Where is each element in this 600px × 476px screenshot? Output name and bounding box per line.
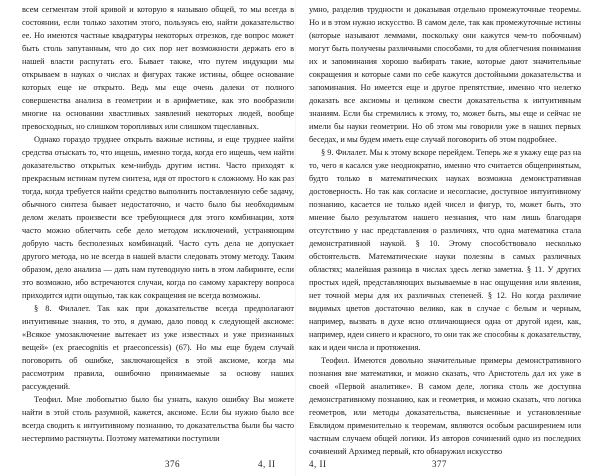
left-paragraph-1: всем сегментам этой кривой и которую я называю общей, то мы всегда в состоянии, если только захотим этого, пользуясь ею, найти доказательство ее. Но имеются частные квадратуры некоторых отрезков, где вопрос может быть столь запутанным, что до сих пор нет возможности держать его в нашей власти распутать его. Бывает также, что путем индукции мы открываем в науках о числах и фигурах также истины, общее основание которых еще не открыто. Ведь мы еще очень далеки от полного совершенства анализа в геометрии и в арифметике, как это вообразили многие на основании хвастливых заявлений некоторых людей, вообще превосходных, но слишком торопливых или слишком тщеславных.: [22, 5, 294, 131]
right-paragraph-2: § 9. Филалет. Мы к этому вскоре перейдем. Теперь же я укажу еще раз на то, чего я касался уже неоднократно, именно что считается общепринятым, будто только в математических науках возможна демонстративная достоверность. Но так как согласие и несогласие, доступное интуитивному познанию, касается не только идей чисел и фигур, то, может быть, это мнение было результатом нашего незнания, что нам лишь благодаря отсутствию у нас представления о различиях, что одна математика стала демонстративной наукой. § 10. Этому способствовало несколько обстоятельств. Математические науки полезны в самых различных областях; малейшая разница в числах здесь легко заметна. § 11. У других простых идей, представляющих вызываемые в нас ощущения или явления, нет точной меры для их различных степеней. § 12. Но когда различие видимых цветов достаточно велико, как в случае с белым и черным, например, вызвать в духе ясно отличающиеся одна от другой идеи, как, например, идеи синего и красного, то они так же способны к доказательству, как и идеи числа и протяжения.: [309, 148, 581, 352]
book-gutter: [295, 0, 296, 476]
left-paragraph-3: § 8. Филалет. Так как при доказательстве всегда предполагают интуитивные знания, то это, я думаю, дало повод к следующей аксиоме: «Всякое умозаключение вытекает из уже известных и уже признанных вещей» (ex praecognitis et praeconcessis) (67). Но мы еще будем случай поговорить об ошибке, заключающейся в этой аксиоме, когда мы рассмотрим правила, ошибочно принимаемые за основу наших рассуждений.: [22, 304, 294, 391]
right-paragraph-3: Теофил. Имеются довольно значительные примеры демонстративного познания вне математики, и можно сказать, что Аристотель дал их уже в своей «Первой аналитике». В самом деле, логика столь же доступна демонстративному познанию, как и геометрия, и можно сказать, что логика геометров, или методы доказательства, выясненные и установленные Евклидом применительно к теоремам, являются особым расширением или частным случаем общей логики. Из авторов сочинений одно из последних сочинений Архимед первый, кто обнаружил искусство: [309, 356, 581, 456]
left-page-number: 376: [165, 459, 180, 469]
right-page-number: 377: [432, 459, 447, 469]
right-page: [309, 3, 581, 459]
left-paragraph-2: Однако гораздо труднее открыть важные истины, и еще труднее найти средства отыскать то, что ищешь, именно тогда, когда его ищешь, чем найти доказательство открытых кем-нибудь другим истин. Часто приходят к прекрасным истинам путем синтеза, идя от простого к сложному. Но как раз тогда, когда требуется найти средство выполнить поставленную себе задачу, обычного синтеза бывает недостаточно, и часто было бы необходимым делом желать произвести все требующиеся для этого комбинации, хотя часто можно облегчить себе дело методом исключений, устраняющим добрую часть бесполезных комбинаций. Часто суть дела не допускает другого метода, но не всегда в нашей власти следовать этому методу. Таким образом, дело анализа — дать нам путеводную нить в этом лабиринте, если это возможно, ибо встречаются случаи, когда по самому характеру вопроса приходится идти ощупью, так как сокращения не всегда возможны.: [22, 135, 294, 300]
right-paragraph-1: умно, разделив трудности и доказывая отдельно промежуточные теоремы. Но и в этом нужно искусство. В самом деле, так как промежуточные истины (которые называют леммами, поскольку они кажутся чем-то побочным) могут быть получены различными способами, то для облегчения понимания их и запоминания хорошо выбирать такие, которые дают значительные сокращения и которые сами по себе кажутся достойными доказательства и запоминания. Но имеется еще и другое препятствие, именно что нелегко доказать все аксиомы и целиком свести доказательства к интуитивным знаниям. Если бы стремились к этому, то, может быть, мы еще и сейчас не имели бы науки геометрии. Но об этом мы говорили уже в наших первых беседах, и мы будем иметь еще случай поговорить об этом подробнее.: [309, 5, 581, 144]
left-paragraph-4: Теофил. Мне любопытно было бы узнать, какую ошибку Вы можете найти в этой столь разумной, кажется, аксиоме. Если бы нужно было все всегда сводить к интуитивному познанию, то доказательства были бы часто нестерпимо растянуты. Поэтому математики поступили: [22, 395, 294, 443]
left-page: [22, 3, 294, 459]
right-section-marker: 4, II: [309, 459, 327, 469]
left-section-marker: 4, II: [258, 459, 276, 469]
